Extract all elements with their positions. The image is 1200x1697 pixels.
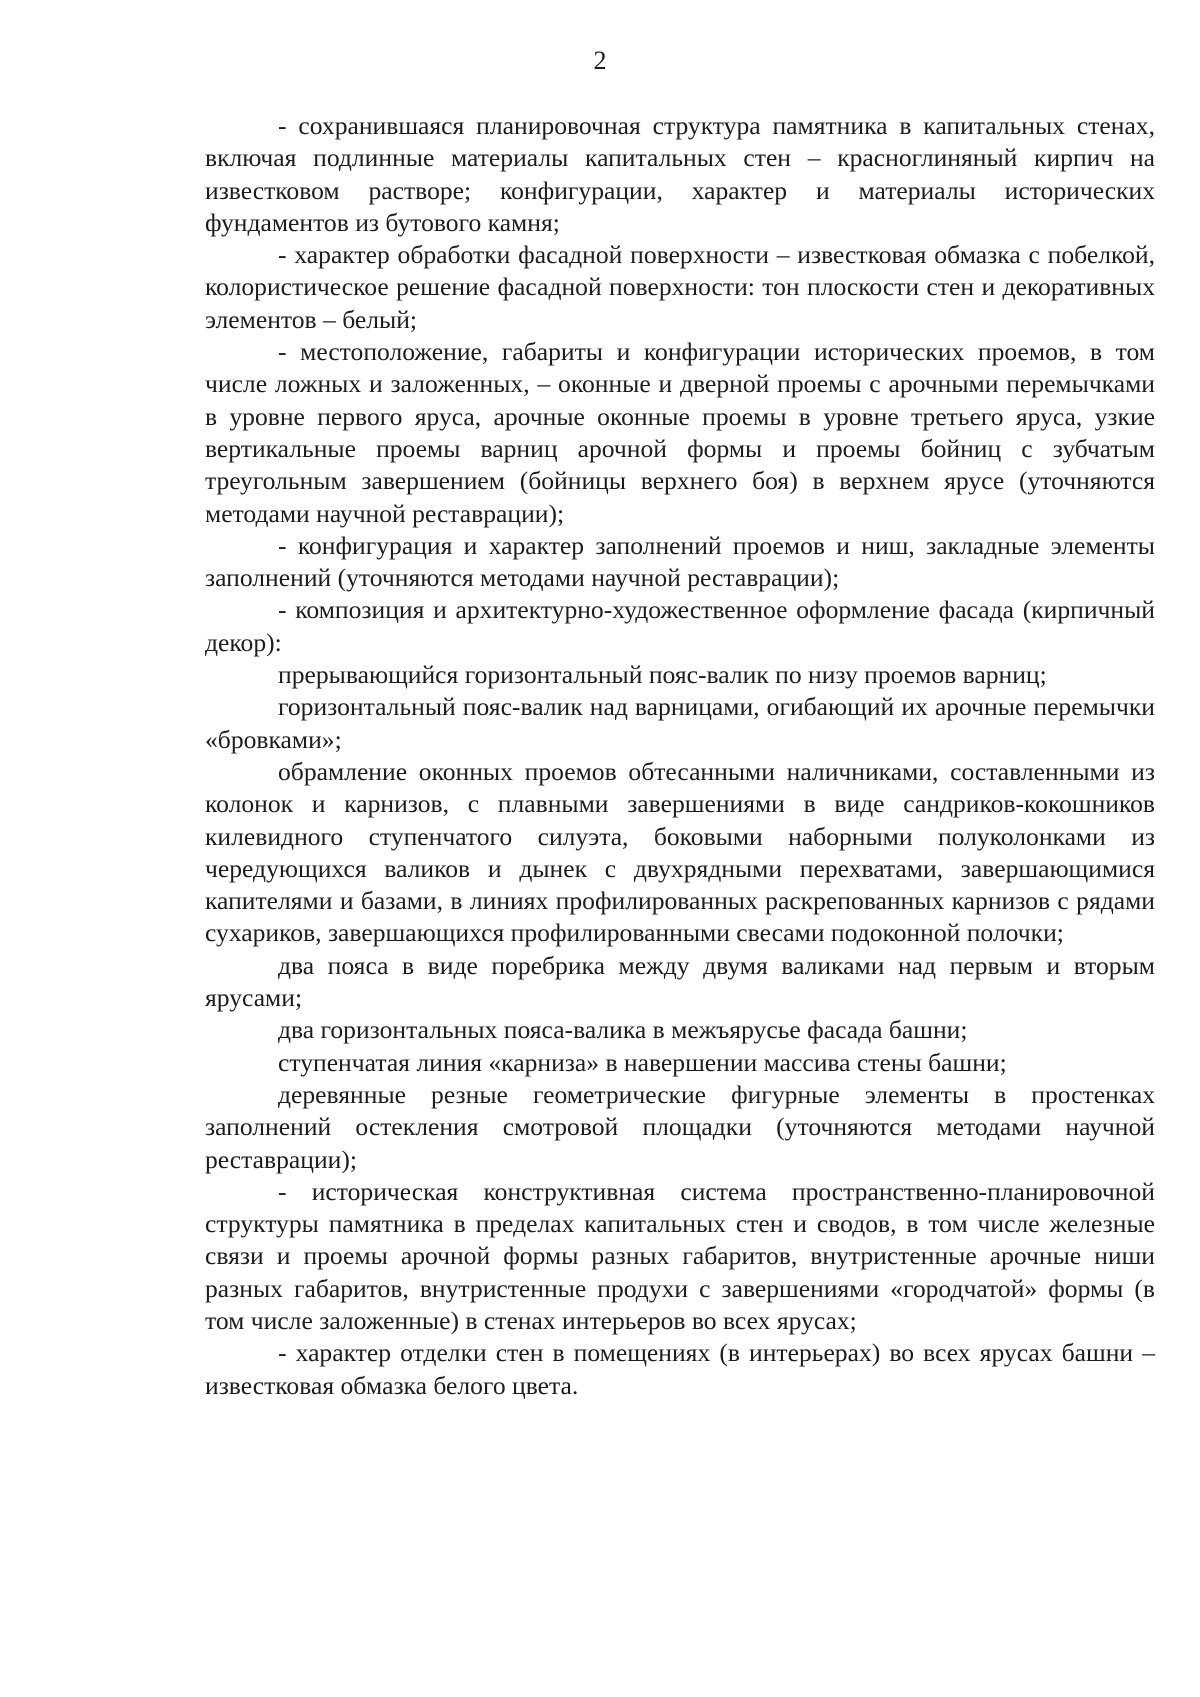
paragraph-fillings: - конфигурация и характер заполнений проемов и ниш, закладные элементы заполнений (уточняются методами научной реставрации); <box>205 530 1155 593</box>
paragraph-composition: - композиция и архитектурно-художественное оформление фасада (кирпичный декор): <box>205 595 1155 657</box>
document-body <box>205 110 1155 1402</box>
paragraph-preserved-structure: - сохранившаяся планировочная структура памятника в капитальных стенах, включая подлинные материалы капитальных стен – красноглиняный кирпич на известковом растворе; конфигурации, характер и материалы исторических фундаментов из бутового камня; <box>205 111 1155 237</box>
paragraph-broken-belt: прерывающийся горизонтальный пояс-валик по низу проемов варниц; <box>278 660 1047 690</box>
paragraph-openings: - местоположение, габариты и конфигурации исторических проемов, в том числе ложных и заложенных, – оконные и дверной проемы с арочными перемычками в уровне первого яруса, арочные оконные проемы в уровне третьего яруса, узкие вертикальные проемы варниц арочной формы и проемы бойниц с зубчатым треугольным завершением (бойницы верхнего боя) в верхнем ярусе (уточняются методами научной реставрации); <box>205 337 1155 528</box>
paragraph-belt-over-varnitsy: горизонтальный пояс-валик над варницами, огибающий их арочные перемычки «бровками»; <box>205 692 1155 754</box>
paragraph-window-framing: обрамление оконных проемов обтесанными наличниками, составленными из колонок и карнизов, с плавными завершениями в виде сандриков-кокошников килевидного ступенчатого силуэта, боковыми наборными полуколонками из чередующихся валиков и дынек с двухрядными перехватами, завершающимися капителями и базами, в линиях профилированных раскрепованных карнизов с рядами сухариков, завершающихся профилированными свесами подоконной полочки; <box>205 756 1155 948</box>
paragraph-wooden-elements: деревянные резные геометрические фигурные элементы в простенках заполнений остекления смотровой площадки (уточняются методами научной реставрации); <box>205 1079 1155 1174</box>
paragraph-interior-finish: - характер отделки стен в помещениях (в интерьерах) во всех ярусах башни – известковая обмазка белого цвета. <box>205 1338 1155 1400</box>
paragraph-structural-system: - историческая конструктивная система пространственно-планировочной структуры памятника в пределах капитальных стен и сводов, в том числе железные связи и проемы арочной формы разных габаритов, внутристенные арочные ниши разных габаритов, внутристенные продухи с завершениями «городчатой» формы (в том числе заложенные) в стенах интерьеров во всех ярусах; <box>205 1176 1155 1335</box>
page-number: 2 <box>593 46 607 75</box>
paragraph-stepped-cornice: ступенчатая линия «карниза» в навершении массива стены башни; <box>278 1047 1007 1077</box>
paragraph-facade-finish: - характер обработки фасадной поверхности – известковая обмазка с побелкой, колористическое решение фасадной поверхности: тон плоскости стен и декоративных элементов – белый; <box>205 240 1155 334</box>
paragraph-two-belts-porebrik: два пояса в виде поребрика между двумя валиками над первым и вторым ярусами; <box>205 950 1155 1013</box>
paragraph-two-belts-tower: два горизонтальных пояса-валика в межъярусье фасада башни; <box>278 1015 968 1045</box>
